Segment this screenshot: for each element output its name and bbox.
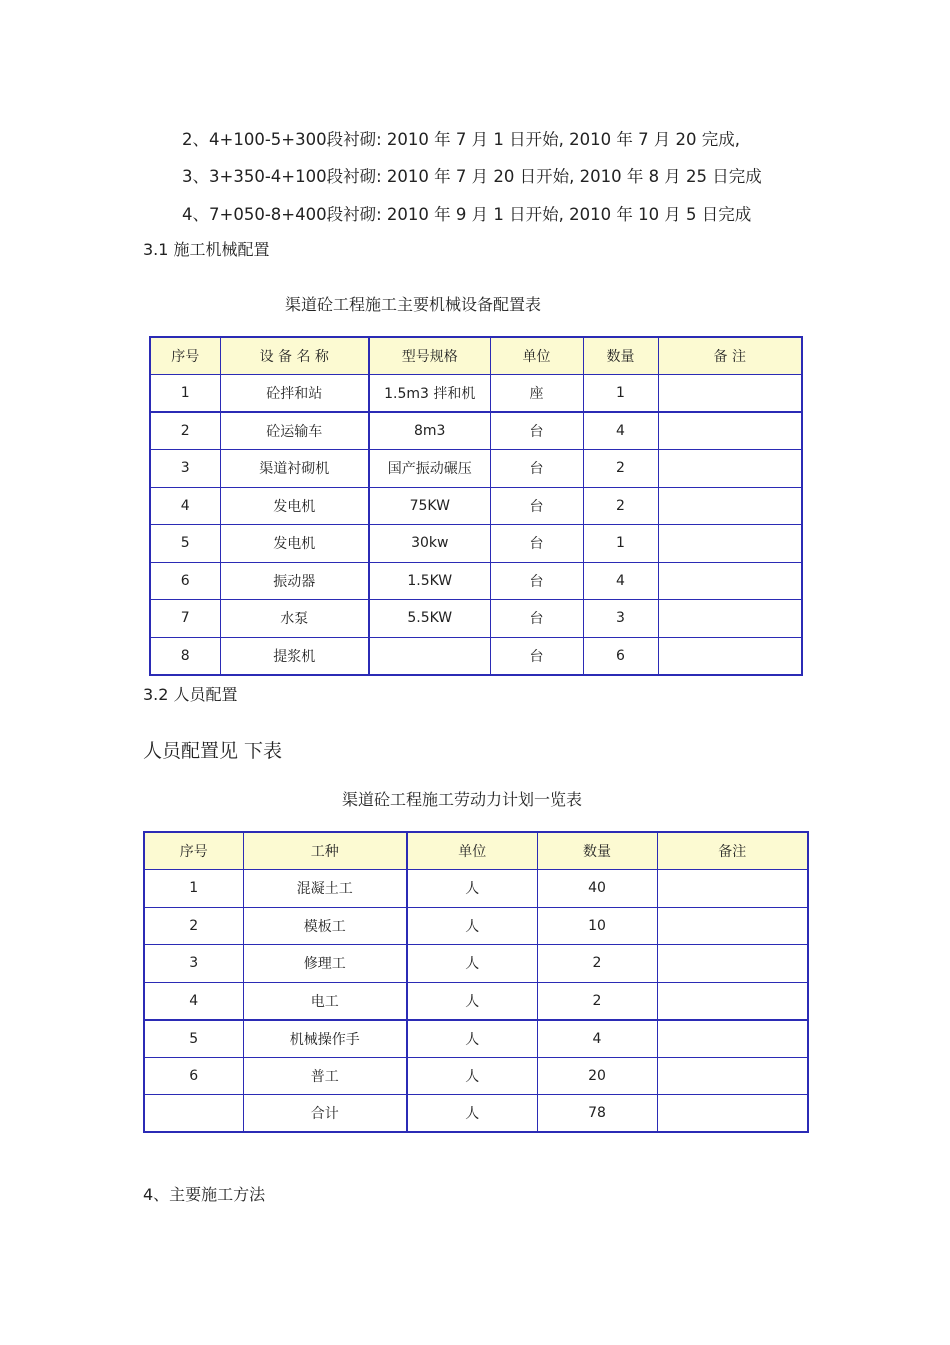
table-row: [150, 375, 802, 413]
table-cell: 3: [150, 450, 220, 488]
table-cell: [657, 1020, 808, 1058]
table-cell: [658, 525, 802, 563]
section-heading-personnel: 3.2 人员配置: [143, 685, 238, 704]
table-cell: 5: [150, 525, 220, 563]
table-cell: 40: [537, 870, 657, 908]
table-cell: 台: [490, 637, 583, 675]
table-cell: 2: [537, 945, 657, 983]
table-row: [150, 412, 802, 450]
labor-table-caption: 渠道砼工程施工劳动力计划一览表: [342, 790, 583, 809]
table-cell: 提浆机: [220, 637, 369, 675]
table-cell: [657, 982, 808, 1020]
table-cell: 1.5KW: [369, 562, 490, 600]
table-cell: [658, 600, 802, 638]
table-cell: 台: [490, 412, 583, 450]
table-cell: 4: [150, 487, 220, 525]
table-cell: 发电机: [220, 487, 369, 525]
header-cell: 序号: [150, 337, 220, 375]
table-cell: 1.5m3 拌和机: [369, 375, 490, 413]
table-cell: 台: [490, 450, 583, 488]
table-cell: 人: [407, 982, 537, 1020]
table-cell: 混凝土工: [243, 870, 407, 908]
table-cell: 78: [537, 1095, 657, 1133]
table-row: [150, 637, 802, 675]
table-cell: 1: [583, 525, 658, 563]
table-cell: 台: [490, 487, 583, 525]
header-cell: 设 备 名 称: [220, 337, 369, 375]
table-cell: [369, 637, 490, 675]
table-cell: [658, 450, 802, 488]
table-cell: [658, 412, 802, 450]
personnel-intro: 人员配置见 下表: [143, 740, 283, 762]
table-cell: 台: [490, 562, 583, 600]
table-cell: 台: [490, 525, 583, 563]
table-cell: 4: [144, 982, 243, 1020]
table-cell: [657, 907, 808, 945]
table-cell: 4: [583, 412, 658, 450]
table-row: [150, 487, 802, 525]
table-cell: 75KW: [369, 487, 490, 525]
header-cell: 备注: [657, 832, 808, 870]
header-cell: 工种: [243, 832, 407, 870]
table-cell: 4: [583, 562, 658, 600]
table-row: [150, 600, 802, 638]
table-cell: 砼运输车: [220, 412, 369, 450]
schedule-line-2: 2、4+100-5+300段衬砌: 2010 年 7 月 1 日开始, 2010 年 7 月 20 完成,: [182, 130, 741, 149]
table-cell: 合计: [243, 1095, 407, 1133]
table-total-row: [144, 1095, 808, 1133]
table-cell: 6: [583, 637, 658, 675]
table-cell: [658, 637, 802, 675]
header-cell: 备 注: [658, 337, 802, 375]
table-row: [144, 1057, 808, 1095]
table-cell: 1: [144, 870, 243, 908]
table-cell: 台: [490, 600, 583, 638]
schedule-line-4: 4、7+050-8+400段衬砌: 2010 年 9 月 1 日开始, 2010 年 10 月 5 日完成: [182, 205, 752, 224]
table-cell: 3: [144, 945, 243, 983]
header-cell: 单位: [407, 832, 537, 870]
table-row: [150, 525, 802, 563]
table-row: [150, 450, 802, 488]
table-cell: [144, 1095, 243, 1133]
table-cell: [658, 375, 802, 413]
table-cell: 30kw: [369, 525, 490, 563]
table-cell: 发电机: [220, 525, 369, 563]
table-cell: 2: [150, 412, 220, 450]
table-cell: 修理工: [243, 945, 407, 983]
table-cell: 10: [537, 907, 657, 945]
table-header-row: [150, 337, 802, 375]
table-cell: 人: [407, 1020, 537, 1058]
table-cell: 2: [537, 982, 657, 1020]
table-cell: 模板工: [243, 907, 407, 945]
table-cell: 1: [150, 375, 220, 413]
machinery-table: [149, 336, 803, 676]
table-cell: 人: [407, 945, 537, 983]
table-row: [144, 907, 808, 945]
table-row: [144, 870, 808, 908]
table-cell: [657, 870, 808, 908]
table-row: [144, 1020, 808, 1058]
table-cell: 8m3: [369, 412, 490, 450]
machinery-table-caption: 渠道砼工程施工主要机械设备配置表: [285, 295, 542, 314]
header-cell: 序号: [144, 832, 243, 870]
table-cell: 2: [144, 907, 243, 945]
table-cell: 6: [144, 1057, 243, 1095]
table-cell: [657, 945, 808, 983]
table-row: [150, 562, 802, 600]
table-row: [144, 945, 808, 983]
table-cell: 人: [407, 1057, 537, 1095]
table-header-row: [144, 832, 808, 870]
table-cell: 国产振动碾压: [369, 450, 490, 488]
table-cell: 5: [144, 1020, 243, 1058]
table-cell: [658, 487, 802, 525]
schedule-line-3: 3、3+350-4+100段衬砌: 2010 年 7 月 20 日开始, 2010 年 8 月 25 日完成: [182, 167, 762, 186]
table-cell: 3: [583, 600, 658, 638]
table-cell: 8: [150, 637, 220, 675]
table-cell: 人: [407, 907, 537, 945]
table-cell: 20: [537, 1057, 657, 1095]
table-cell: 人: [407, 1095, 537, 1133]
table-cell: 5.5KW: [369, 600, 490, 638]
table-cell: 水泵: [220, 600, 369, 638]
table-cell: [657, 1095, 808, 1133]
table-cell: 普工: [243, 1057, 407, 1095]
table-cell: 1: [583, 375, 658, 413]
table-cell: 6: [150, 562, 220, 600]
header-cell: 型号规格: [369, 337, 490, 375]
table-cell: 砼拌和站: [220, 375, 369, 413]
table-cell: 座: [490, 375, 583, 413]
table-cell: [658, 562, 802, 600]
table-cell: 2: [583, 450, 658, 488]
table-cell: 7: [150, 600, 220, 638]
header-cell: 数量: [583, 337, 658, 375]
header-cell: 数量: [537, 832, 657, 870]
table-cell: 机械操作手: [243, 1020, 407, 1058]
table-cell: 2: [583, 487, 658, 525]
table-row: [144, 982, 808, 1020]
table-cell: 4: [537, 1020, 657, 1058]
table-cell: [657, 1057, 808, 1095]
table-cell: 电工: [243, 982, 407, 1020]
table-cell: 振动器: [220, 562, 369, 600]
section-heading-machinery: 3.1 施工机械配置: [143, 240, 270, 259]
section-heading-methods: 4、主要施工方法: [143, 1185, 266, 1204]
labor-table: [143, 831, 809, 1133]
header-cell: 单位: [490, 337, 583, 375]
table-cell: 渠道衬砌机: [220, 450, 369, 488]
table-cell: 人: [407, 870, 537, 908]
